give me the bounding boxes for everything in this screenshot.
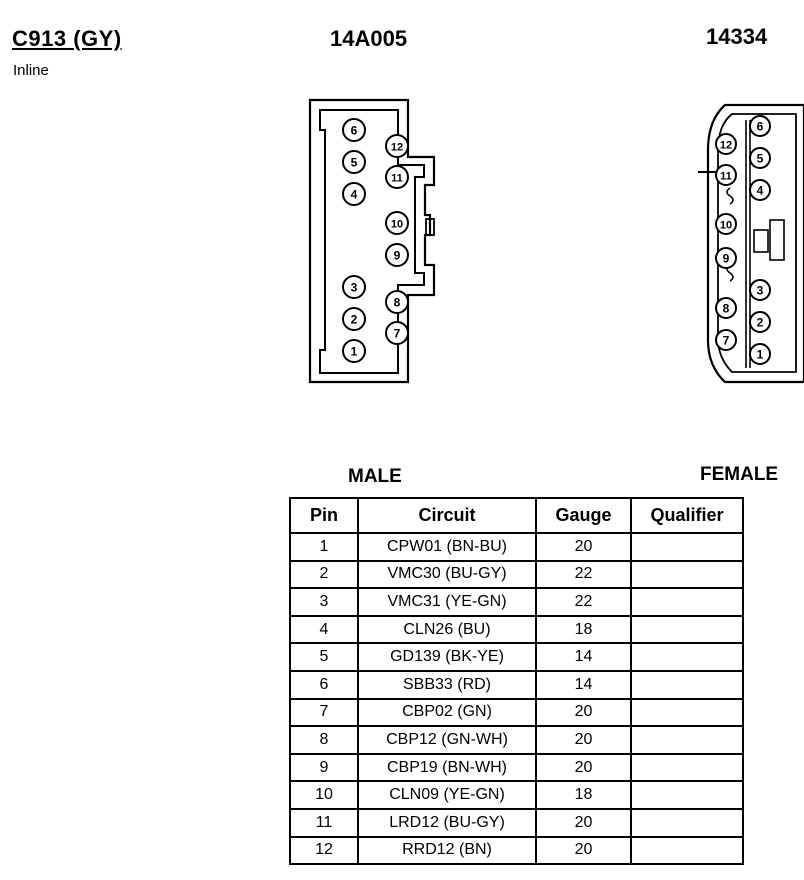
- male-pin-label: 4: [350, 187, 358, 202]
- table-header-row: [290, 498, 743, 533]
- male-pin-label: 10: [390, 218, 404, 231]
- cell-circuit: VMC30 (BU-GY): [358, 561, 536, 589]
- male-label: MALE: [348, 466, 402, 487]
- female-pin-label: 11: [720, 170, 732, 183]
- cell-pin: 5: [290, 643, 358, 671]
- table-row: [290, 643, 743, 671]
- cell-qualifier: [631, 726, 743, 754]
- cell-gauge: 20: [536, 837, 631, 865]
- cell-pin: 10: [290, 781, 358, 809]
- column-header-pin: Pin: [290, 498, 358, 533]
- cell-circuit: RRD12 (BN): [358, 837, 536, 865]
- female-pin-label: 1: [756, 347, 764, 362]
- cell-gauge: 22: [536, 588, 631, 616]
- cell-pin: 1: [290, 533, 358, 561]
- female-pin-label: 2: [756, 315, 764, 330]
- male-pin-label: 3: [350, 280, 358, 295]
- cell-qualifier: [631, 699, 743, 727]
- male-pin-label: 2: [350, 312, 358, 327]
- male-pin-label: 5: [350, 155, 358, 170]
- cell-circuit: CBP02 (GN): [358, 699, 536, 727]
- cell-gauge: 20: [536, 533, 631, 561]
- cell-qualifier: [631, 561, 743, 589]
- female-pin-label: 7: [722, 333, 730, 348]
- cell-gauge: 22: [536, 561, 631, 589]
- column-header-qualifier: Qualifier: [631, 498, 743, 533]
- cell-circuit: CLN26 (BU): [358, 616, 536, 644]
- cell-circuit: SBB33 (RD): [358, 671, 536, 699]
- female-pin-label: 9: [722, 251, 730, 266]
- cell-pin: 11: [290, 809, 358, 837]
- male-part-number: 14A005: [330, 26, 408, 51]
- connector-description: Inline: [13, 62, 49, 79]
- female-pin-label: 12: [719, 139, 733, 152]
- male-pin-label: 7: [393, 326, 401, 341]
- cell-qualifier: [631, 837, 743, 865]
- table-row: [290, 754, 743, 782]
- table-row: [290, 726, 743, 754]
- table-row: [290, 699, 743, 727]
- cell-gauge: 20: [536, 809, 631, 837]
- cell-gauge: 14: [536, 671, 631, 699]
- male-pin-label: 12: [390, 141, 404, 154]
- cell-qualifier: [631, 809, 743, 837]
- table-row: [290, 588, 743, 616]
- table-row: [290, 533, 743, 561]
- cell-qualifier: [631, 643, 743, 671]
- male-connector-diagram: [300, 95, 440, 385]
- cell-pin: 9: [290, 754, 358, 782]
- table-row: [290, 837, 743, 865]
- female-pin-label: 10: [719, 219, 733, 232]
- cell-circuit: LRD12 (BU-GY): [358, 809, 536, 837]
- cell-pin: 12: [290, 837, 358, 865]
- cell-circuit: CPW01 (BN-BU): [358, 533, 536, 561]
- male-pin-label: 1: [350, 344, 358, 359]
- cell-circuit: CBP12 (GN-WH): [358, 726, 536, 754]
- table-row: [290, 616, 743, 644]
- female-part-number: 14334: [706, 24, 768, 49]
- column-header-gauge: Gauge: [536, 498, 631, 533]
- cell-circuit: CBP19 (BN-WH): [358, 754, 536, 782]
- cell-pin: 2: [290, 561, 358, 589]
- cell-pin: 7: [290, 699, 358, 727]
- pinout-table: [289, 497, 744, 865]
- cell-qualifier: [631, 616, 743, 644]
- cell-qualifier: [631, 588, 743, 616]
- female-pin-label: 5: [756, 151, 764, 166]
- female-label: FEMALE: [700, 464, 779, 485]
- female-connector-diagram: [690, 100, 804, 390]
- cell-pin: 6: [290, 671, 358, 699]
- female-pin-label: 8: [722, 301, 730, 316]
- cell-qualifier: [631, 754, 743, 782]
- cell-circuit: GD139 (BK-YE): [358, 643, 536, 671]
- cell-pin: 3: [290, 588, 358, 616]
- male-pin-label: 6: [350, 123, 358, 138]
- cell-pin: 4: [290, 616, 358, 644]
- cell-qualifier: [631, 533, 743, 561]
- cell-gauge: 20: [536, 726, 631, 754]
- cell-qualifier: [631, 781, 743, 809]
- male-pin-label: 8: [393, 295, 401, 310]
- male-pin-label: 9: [393, 248, 401, 263]
- cell-qualifier: [631, 671, 743, 699]
- cell-gauge: 14: [536, 643, 631, 671]
- female-pin-label: 3: [756, 283, 764, 298]
- male-pin-label: 11: [391, 172, 403, 185]
- column-header-circuit: Circuit: [358, 498, 536, 533]
- connector-id: C913 (GY): [12, 26, 122, 51]
- cell-gauge: 18: [536, 616, 631, 644]
- table-row: [290, 809, 743, 837]
- cell-circuit: CLN09 (YE-GN): [358, 781, 536, 809]
- cell-gauge: 20: [536, 754, 631, 782]
- cell-gauge: 18: [536, 781, 631, 809]
- cell-gauge: 20: [536, 699, 631, 727]
- table-row: [290, 561, 743, 589]
- table-row: [290, 781, 743, 809]
- female-pin-label: 6: [756, 119, 764, 134]
- female-pin-label: 4: [756, 183, 764, 198]
- cell-circuit: VMC31 (YE-GN): [358, 588, 536, 616]
- cell-pin: 8: [290, 726, 358, 754]
- table-row: [290, 671, 743, 699]
